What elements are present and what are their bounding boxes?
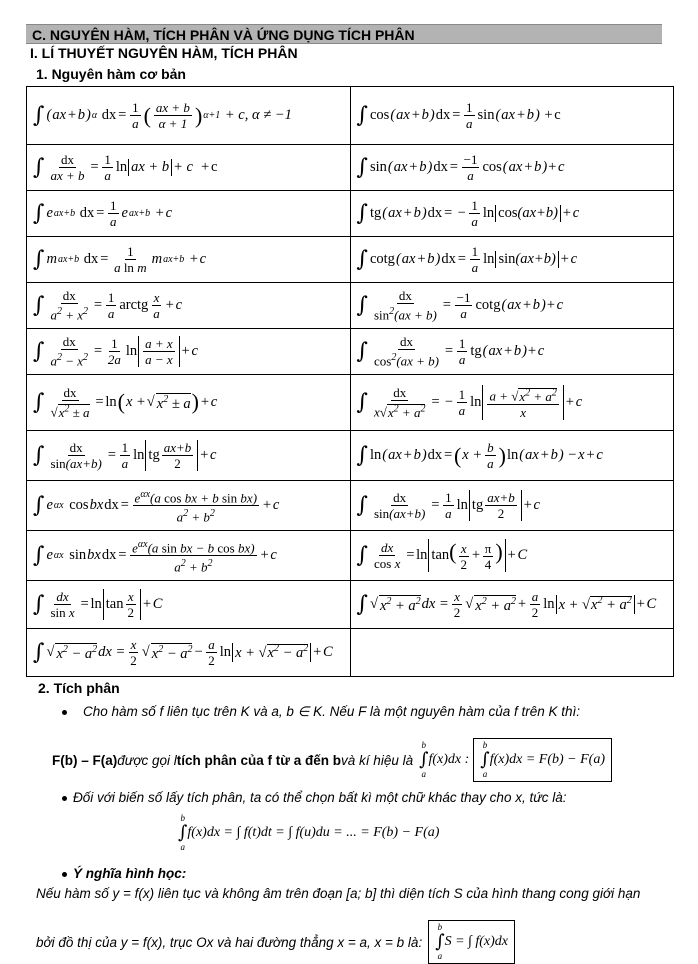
bullet-definition xyxy=(62,704,580,720)
area-integral-sign: b ∫ a xyxy=(435,922,445,961)
formula-1-over-sin: ∫ $\frac{dx}{\sin(ax+b)}$ = $\frac{1}{a}$ ln tg $\frac{ax+b}{2}$ + c xyxy=(27,431,351,481)
formula-exp-sin: ∫ e αx sin bx dx = $\frac{e^{\alpha x}(a \sin bx - b \cos bx)}{a^2 + b^2}$ + c xyxy=(27,531,351,581)
box-integral-sign: b ∫ a xyxy=(480,740,490,779)
bullet-definition-text: Cho hàm số f liên tục trên K và a, b ∈ K. Nếu F là một nguyên hàm của f trên K thì: xyxy=(83,704,581,719)
geometry-line-1: Nếu hàm số y = f(x) liên tục và không âm trên đoạn [a; b] thì diện tích S của hình thang cong giới hạn xyxy=(36,886,641,901)
formula-cos: ∫ cos ( ax + b ) dx = $\frac{1}{a}$ sin ( ax + b ) + c xyxy=(350,87,674,145)
definition-formula-box xyxy=(473,738,612,782)
definition-term: tích phân của f từ a đến b xyxy=(176,752,342,768)
formula-exp: ∫ e ax+b dx = $\frac{1}{a}$ e ax+b + c xyxy=(27,191,351,237)
area-formula-box xyxy=(428,920,515,964)
bullet-geometry-text: Ý nghĩa hình học: xyxy=(73,866,187,881)
integral-heading: 2. Tích phân xyxy=(38,680,120,696)
area-formula: S = ∫ f(x)dx xyxy=(444,934,509,949)
subsection-title: I. LÍ THUYẾT NGUYÊN HÀM, TÍCH PHÂN xyxy=(30,45,298,61)
formula-x-sqrt: ∫ $\frac{dx}{x√x^2 + a^2}$ = − $\frac{1}{a}$ ln $\frac{a + √x^2 + a^2}{x}$ + c xyxy=(350,375,674,431)
definition-text-1: được gọi l xyxy=(117,752,177,768)
definition-symbol: f(x)dx : xyxy=(428,752,470,767)
formula-1-over-sin-2: ∫ $\frac{dx}{\sin(ax+b)}$ = $\frac{1}{a}$ ln tg $\frac{ax+b}{2}$ + c xyxy=(350,481,674,531)
formula-cos-sq: ∫ $\frac{dx}{\cos^2(ax + b)}$ = $\frac{1}{a}$ tg ( ax + b )+ c xyxy=(350,329,674,375)
formula-sqrt-diff: ∫ √ $x^2 - a^2$ dx = $\frac{x}{2}$ √ $x^2 - a^2$ − $\frac{a}{2}$ ln $x + √x^2 - a^2$ + C xyxy=(27,629,351,677)
bullet-variable-text: Đối với biến số lấy tích phân, ta có thể chọn bất kì một chữ khác thay cho x, tức là: xyxy=(73,790,567,805)
formula-general-exp: ∫ m ax+b dx = $\frac{1}{\text{a ln m}}$ m ax+b + c xyxy=(27,237,351,283)
formula-sin-sq: ∫ $\frac{dx}{\sin^2(ax + b)}$ = $\frac{-1}{a}$ cotg ( ax + b )+ c xyxy=(350,283,674,329)
formula-cot: ∫ cotg ( ax + b ) dx = $\frac{1}{a}$ ln sin(ax+b) + c xyxy=(350,237,674,283)
definition-line xyxy=(52,738,612,782)
definition-fb-fa: F(b) – F(a) xyxy=(52,752,118,768)
formula-1-over-sinx: ∫ $\frac{dx}{\text{sin x}}$ = ln tan $\frac{x}{2}$ + C xyxy=(27,581,351,629)
variable-formula: f(x)dx = ∫ f(t)dt = ∫ f(u)du = ... = F(b) − F(a) xyxy=(187,825,440,840)
formula-power: ∫ ( ax + b ) α dx = $\frac{1}{a}$ ( $\frac{ax + b}{\alpha + 1}$ ) α+1 + c, α ≠ −1 xyxy=(27,87,351,145)
formula-empty-cell xyxy=(350,629,674,677)
formula-ln-diff: ∫ $\frac{dx}{a^2 - x^2}$ = $\frac{1}{2a}$ ln $\frac{a + x}{a - x}$ + c xyxy=(27,329,351,375)
bullet-dot-icon xyxy=(62,796,67,801)
formula-reciprocal: ∫ $\frac{dx}{ax + b}$ = $\frac{1}{a}$ ln ax + b + c + c xyxy=(27,145,351,191)
variable-integral-sign: b ∫ a xyxy=(178,813,188,852)
geometry-line-2-text: bởi đồ thị của y = f(x), trục Ox và hai đường thẳng x = a, x = b là: xyxy=(36,934,423,950)
bullet-dot-icon xyxy=(62,710,67,715)
formula-exp-cos: ∫ e αx cos bx dx = $\frac{e^{\alpha x}(a \cos bx + b \sin bx)}{a^2 + b^2}$ + c xyxy=(27,481,351,531)
bullet-variable xyxy=(62,790,567,805)
definition-text-2: và kí hiệu là xyxy=(341,752,414,768)
formula-sin: ∫ sin ( ax + b ) dx = $\frac{-1}{a}$ cos ( ax + b )+ c xyxy=(350,145,674,191)
bullet-geometry xyxy=(62,866,186,881)
definition-formula: f(x)dx = F(b) − F(a) xyxy=(489,752,605,767)
formula-table xyxy=(26,86,674,677)
formula-ln: ∫ ln ( ax + b ) dx = ( x + $\frac{b}{a}$ ) ln ( ax + b ) − x + c xyxy=(350,431,674,481)
section-title: C. NGUYÊN HÀM, TÍCH PHÂN VÀ ỨNG DỤNG TÍCH PHÂN xyxy=(26,24,662,44)
variable-formula-line xyxy=(178,814,439,852)
geometry-line-2 xyxy=(36,920,515,964)
formula-arctan: ∫ $\frac{dx}{a^2 + x^2}$ = $\frac{1}{a}$ arctg $\frac{x}{a}$ + c xyxy=(27,283,351,329)
formula-sqrt-ln: ∫ $\frac{dx}{√x^2 \pm a}$ = ln ( x + √ $x^2 \pm a$ ) + c xyxy=(27,375,351,431)
definite-integral-sign: b ∫ a xyxy=(419,740,429,779)
bullet-dot-icon xyxy=(62,872,67,877)
formula-sqrt-sum: ∫ √ $x^2 + a^2$ dx = $\frac{x}{2}$ √ $x^2 + a^2$ + $\frac{a}{2}$ ln $x + √x^2 + a^2$ + C xyxy=(350,581,674,629)
basic-antiderivative-heading: 1. Nguyên hàm cơ bản xyxy=(36,66,186,82)
formula-1-over-cos: ∫ $\frac{dx}{\text{cos x}}$ = ln tan( $\frac{x}{2}$ + $\frac{\pi}{4}$ ) + C xyxy=(350,531,674,581)
formula-tan: ∫ tg ( ax + b ) dx = − $\frac{1}{a}$ ln cos(ax+b) + c xyxy=(350,191,674,237)
